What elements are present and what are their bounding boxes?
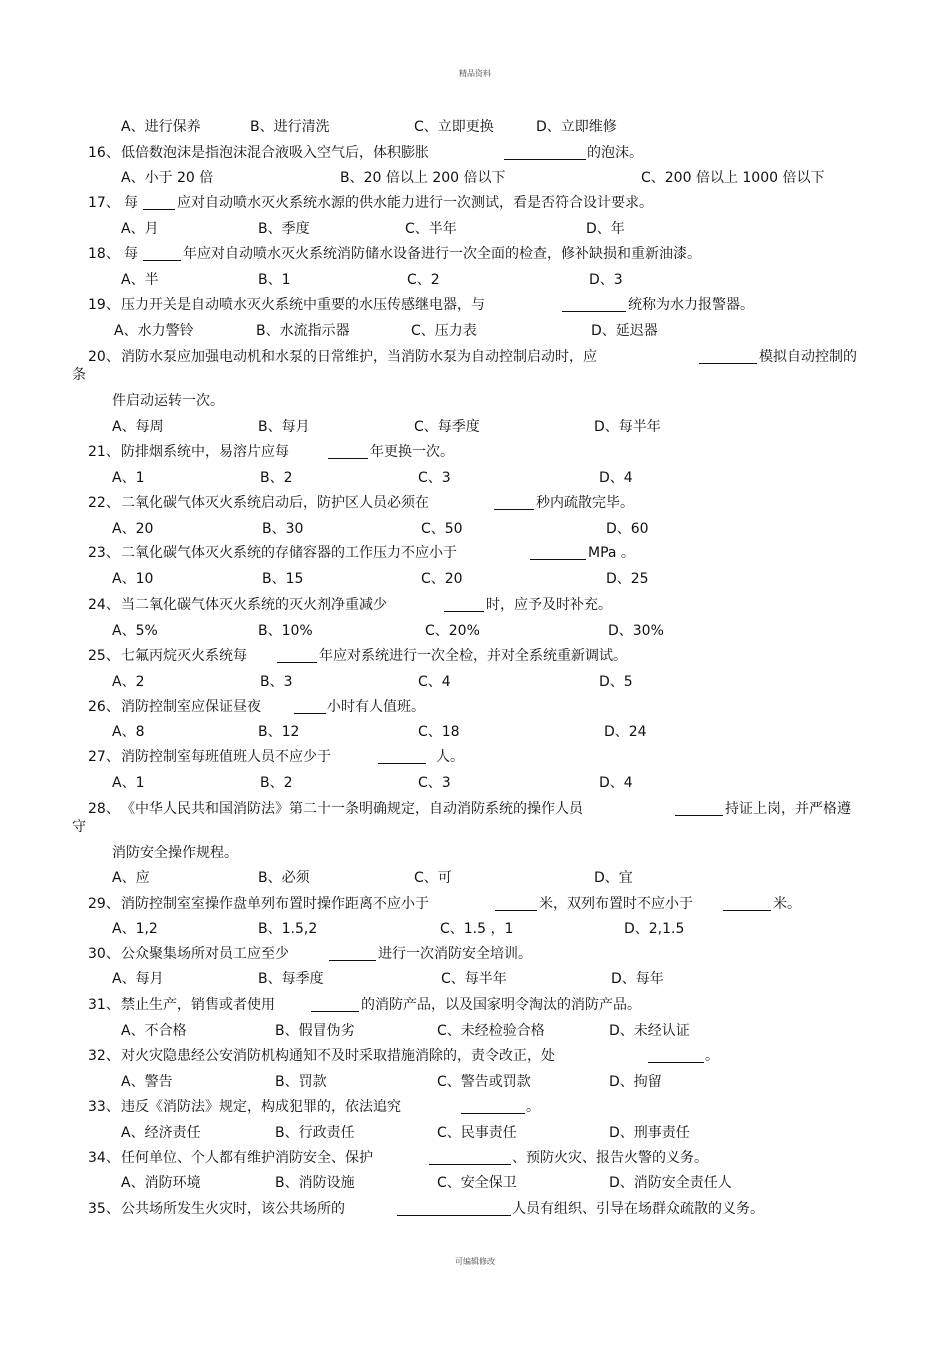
- q32-text-1: 对火灾隐患经公安消防机构通知不及时采取措施消除的，责令改正，处: [121, 1048, 555, 1064]
- q33-text-2: 。: [526, 1099, 540, 1115]
- q31-option-a: A、不合格: [121, 1023, 187, 1039]
- q20-number: 20、: [88, 349, 120, 365]
- q28-text-3: 消防安全操作规程。: [112, 845, 238, 861]
- q31-option-b: B、假冒伪劣: [275, 1023, 355, 1039]
- q30-blank: [329, 945, 376, 961]
- q26-option-d: D、24: [604, 724, 647, 740]
- q17-text-2: 应对自动喷水灭火系统水源的供水能力进行一次测试，看是否符合设计要求。: [177, 195, 653, 211]
- q30-option-c: C、每半年: [441, 971, 507, 987]
- q16-option-c: C、200 倍以上 1000 倍以下: [641, 170, 825, 186]
- q30-option-d: D、每年: [611, 971, 664, 987]
- q23-text-1: 二氧化碳气体灭火系统的存储容器的工作压力不应小于: [121, 545, 457, 561]
- q31-number: 31、: [88, 997, 120, 1013]
- q35-blank: [397, 1200, 511, 1216]
- q29-text-3: 米。: [773, 896, 801, 912]
- q28-text-2: 持证上岗，并严格遵: [725, 801, 851, 817]
- q32-text-2: 。: [705, 1048, 719, 1064]
- q18-text-2: 年应对自动喷水灭火系统消防储水设备进行一次全面的检查，修补缺损和重新油漆。: [183, 246, 701, 262]
- q29-option-c: C、1.5 ，1: [440, 921, 514, 937]
- q21-number: 21、: [88, 444, 120, 460]
- q26-option-c: C、18: [418, 724, 460, 740]
- q29-number: 29、: [88, 896, 120, 912]
- q17-option-b: B、季度: [258, 221, 310, 237]
- q28-option-d: D、宜: [594, 870, 633, 886]
- q17-option-c: C、半年: [405, 221, 457, 237]
- q34-option-c: C、安全保卫: [437, 1175, 517, 1191]
- q20-text-2: 模拟自动控制的: [759, 349, 857, 365]
- q32-number: 32、: [88, 1048, 120, 1064]
- q34-blank: [429, 1149, 511, 1165]
- q21-text-2: 年更换一次。: [370, 444, 454, 460]
- q20-option-a: A、每周: [112, 419, 164, 435]
- q24-text-1: 当二氧化碳气体灭火系统的灭火剂净重减少: [121, 597, 387, 613]
- q34-text-1: 任何单位、个人都有维护消防安全、保护: [121, 1150, 373, 1166]
- q29-option-a: A、1,2: [112, 921, 158, 937]
- q26-text-1: 消防控制室应保证昼夜: [121, 699, 261, 715]
- q25-text-1: 七氟丙烷灭火系统每: [121, 648, 247, 664]
- q21-option-c: C、3: [418, 470, 451, 486]
- q25-option-d: D、5: [599, 674, 633, 690]
- q29-blank-2: [723, 895, 771, 911]
- q15-option-a: A、进行保养: [121, 119, 201, 135]
- q26-option-b: B、12: [258, 724, 300, 740]
- q32-blank: [648, 1047, 704, 1063]
- q29-option-b: B、1.5,2: [258, 921, 318, 937]
- q30-text-2: 进行一次消防安全培训。: [378, 946, 532, 962]
- q15-option-c: C、立即更换: [414, 119, 494, 135]
- page-footer: 可编辑修改: [455, 1257, 495, 1266]
- q18-option-d: D、3: [589, 272, 623, 288]
- q33-option-b: B、行政责任: [275, 1125, 355, 1141]
- q33-option-d: D、刑事责任: [609, 1125, 690, 1141]
- q20-option-b: B、每月: [258, 419, 310, 435]
- q15-option-b: B、进行清洗: [250, 119, 330, 135]
- q22-option-b: B、30: [262, 521, 304, 537]
- q22-option-a: A、20: [112, 521, 154, 537]
- q16-text-2: 的泡沫。: [587, 145, 643, 161]
- q27-text-1: 消防控制室每班值班人员不应少于: [121, 749, 331, 765]
- q16-blank: [504, 144, 586, 160]
- q23-text-2: MPa 。: [588, 545, 635, 561]
- q19-option-d: D、延迟器: [591, 323, 658, 339]
- q29-text-2: 米，双列布置时不应小于: [539, 896, 693, 912]
- q22-number: 22、: [88, 495, 120, 511]
- q20-text-1: 消防水泵应加强电动机和水泵的日常维护，当消防水泵为自动控制启动时，应: [121, 349, 597, 365]
- q24-option-a: A、5%: [112, 623, 158, 639]
- q33-text-1: 违反《消防法》规定，构成犯罪的，依法追究: [121, 1099, 401, 1115]
- q33-option-a: A、经济责任: [121, 1125, 201, 1141]
- q19-option-c: C、压力表: [411, 323, 477, 339]
- page-header: 精品资料: [459, 69, 491, 78]
- q21-option-a: A、1: [112, 470, 145, 486]
- q35-number: 35、: [88, 1201, 120, 1217]
- q19-option-a: A、水力警铃: [114, 323, 194, 339]
- q19-blank: [562, 296, 626, 312]
- q27-number: 27、: [88, 749, 120, 765]
- q28-option-b: B、必须: [258, 870, 310, 886]
- q27-option-c: C、3: [418, 775, 451, 791]
- q25-blank: [277, 647, 317, 663]
- q34-option-a: A、消防环境: [121, 1175, 201, 1191]
- q20-option-c: C、每季度: [414, 419, 480, 435]
- q28-blank: [675, 800, 723, 816]
- q22-option-c: C、50: [421, 521, 463, 537]
- q26-blank: [294, 698, 326, 714]
- q29-blank-1: [495, 895, 537, 911]
- q32-option-a: A、警告: [121, 1074, 173, 1090]
- q28-option-a: A、应: [112, 870, 150, 886]
- q32-option-c: C、警告或罚款: [437, 1074, 531, 1090]
- q34-text-2: 、预防火灾、报告火警的义务。: [512, 1150, 708, 1166]
- q20-option-d: D、每半年: [594, 419, 661, 435]
- q29-option-d: D、2,1.5: [624, 921, 685, 937]
- q25-number: 25、: [88, 648, 120, 664]
- q35-text-1: 公共场所发生火灾时，该公共场所的: [121, 1201, 345, 1217]
- q18-option-c: C、2: [407, 272, 440, 288]
- q27-text-2: 人。: [436, 749, 464, 765]
- q28-number: 28、: [88, 801, 120, 817]
- q19-text-2: 统称为水力报警器。: [628, 297, 754, 313]
- q21-option-d: D、4: [599, 470, 633, 486]
- q23-number: 23、: [88, 545, 120, 561]
- q30-number: 30、: [88, 946, 120, 962]
- q15-option-d: D、立即维修: [536, 119, 617, 135]
- q30-option-a: A、每月: [112, 971, 164, 987]
- q33-option-c: C、民事责任: [437, 1125, 517, 1141]
- q24-blank: [444, 596, 484, 612]
- q26-option-a: A、8: [112, 724, 145, 740]
- q18-option-a: A、半: [121, 272, 159, 288]
- q28-text-1: 《中华人民共和国消防法》第二十一条明确规定，自动消防系统的操作人员: [121, 801, 583, 817]
- q27-blank: [378, 748, 426, 764]
- q21-option-b: B、2: [260, 470, 293, 486]
- q24-option-c: C、20%: [425, 623, 480, 639]
- q21-text-1: 防排烟系统中，易溶片应每: [121, 444, 289, 460]
- q17-option-d: D、年: [586, 221, 625, 237]
- q19-option-b: B、水流指示器: [256, 323, 350, 339]
- q23-option-a: A、10: [112, 571, 154, 587]
- q21-blank: [328, 443, 368, 459]
- q25-option-c: C、4: [418, 674, 451, 690]
- q24-option-b: B、10%: [258, 623, 313, 639]
- q33-blank: [461, 1098, 525, 1114]
- q16-text-1: 低倍数泡沫是指泡沫混合液吸入空气后，体积膨胀: [121, 145, 429, 161]
- q22-blank: [494, 494, 534, 510]
- q31-text-2: 的消防产品，以及国家明令淘汰的消防产品。: [361, 997, 641, 1013]
- q33-number: 33、: [88, 1099, 120, 1115]
- q25-option-a: A、2: [112, 674, 145, 690]
- q34-option-d: D、消防安全责任人: [609, 1175, 732, 1191]
- q32-option-d: D、拘留: [609, 1074, 662, 1090]
- q26-text-2: 小时有人值班。: [327, 699, 425, 715]
- q35-text-2: 人员有组织、引导在场群众疏散的义务。: [512, 1201, 764, 1217]
- q32-option-b: B、罚款: [275, 1074, 327, 1090]
- q31-blank: [311, 996, 359, 1012]
- q31-option-d: D、未经认证: [609, 1023, 690, 1039]
- q31-option-c: C、未经检验合格: [437, 1023, 545, 1039]
- q22-text-2: 秒内疏散完毕。: [536, 495, 634, 511]
- q34-option-b: B、消防设施: [275, 1175, 355, 1191]
- q23-blank: [530, 544, 586, 560]
- q16-option-b: B、20 倍以上 200 倍以下: [340, 170, 506, 186]
- q24-text-2: 时，应予及时补充。: [486, 597, 612, 613]
- q20-wrap-char: 条: [72, 367, 86, 383]
- q20-blank: [699, 348, 757, 364]
- q16-option-a: A、小于 20 倍: [121, 170, 214, 186]
- q19-text-1: 压力开关是自动喷水灭火系统中重要的水压传感继电器，与: [121, 297, 485, 313]
- q27-option-d: D、4: [599, 775, 633, 791]
- q18-text-1: 每: [124, 246, 138, 262]
- q24-number: 24、: [88, 597, 120, 613]
- q16-number: 16、: [88, 145, 120, 161]
- q25-text-2: 年应对系统进行一次全检，并对全系统重新调试。: [319, 648, 627, 664]
- q19-number: 19、: [88, 297, 120, 313]
- q22-option-d: D、60: [606, 521, 649, 537]
- q26-number: 26、: [88, 699, 120, 715]
- q18-blank: [143, 245, 181, 261]
- q24-option-d: D、30%: [608, 623, 664, 639]
- q17-number: 17、: [88, 195, 120, 211]
- q23-option-c: C、20: [421, 571, 463, 587]
- q28-option-c: C、可: [414, 870, 452, 886]
- q17-text-1: 每: [124, 195, 138, 211]
- q30-text-1: 公众聚集场所对员工应至少: [121, 946, 289, 962]
- q23-option-b: B、15: [262, 571, 304, 587]
- q20-text-3: 件启动运转一次。: [112, 393, 224, 409]
- q27-option-b: B、2: [260, 775, 293, 791]
- q25-option-b: B、3: [260, 674, 293, 690]
- q23-option-d: D、25: [606, 571, 649, 587]
- q28-wrap-char: 守: [72, 819, 86, 835]
- q29-text-1: 消防控制室室操作盘单列布置时操作距离不应小于: [121, 896, 429, 912]
- q18-number: 18、: [88, 246, 120, 262]
- q22-text-1: 二氧化碳气体灭火系统启动后，防护区人员必须在: [121, 495, 429, 511]
- q30-option-b: B、每季度: [258, 971, 324, 987]
- q31-text-1: 禁止生产，销售或者使用: [121, 997, 275, 1013]
- q27-option-a: A、1: [112, 775, 145, 791]
- q17-blank: [143, 194, 175, 210]
- q34-number: 34、: [88, 1150, 120, 1166]
- q18-option-b: B、1: [258, 272, 291, 288]
- q17-option-a: A、月: [121, 221, 159, 237]
